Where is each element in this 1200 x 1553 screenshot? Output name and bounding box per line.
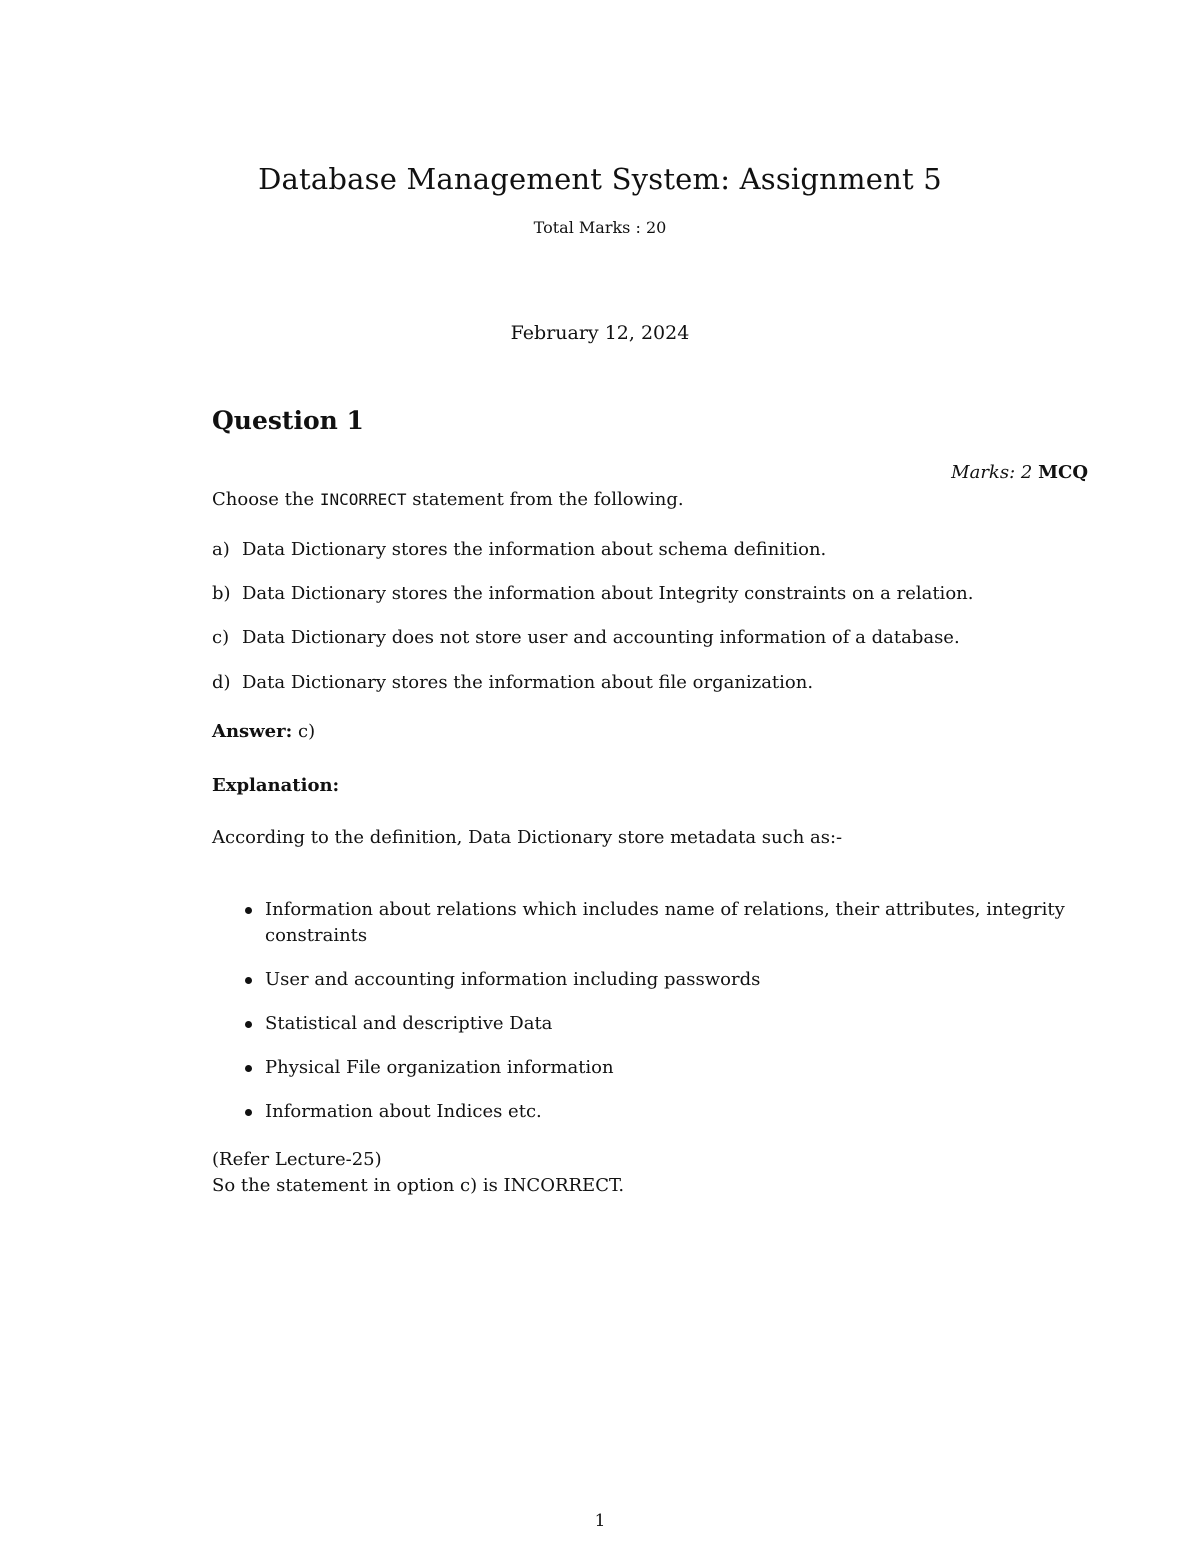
marks-label: Marks: — [951, 462, 1016, 483]
reference-block — [212, 1147, 624, 1199]
list-item — [242, 1055, 1090, 1081]
bullet-text: Physical File organization information — [265, 1057, 614, 1078]
option-text: Data Dictionary does not store user and accounting information of a database. — [242, 627, 960, 648]
explanation-heading-text: Explanation: — [212, 775, 340, 796]
option-d — [212, 672, 813, 693]
document-title: Database Management System: Assignment 5 — [258, 162, 942, 196]
list-item — [242, 967, 1090, 993]
explanation-bullet-list — [242, 897, 1090, 1143]
explanation-heading — [212, 775, 339, 796]
option-letter: a) — [212, 539, 230, 560]
list-item — [242, 897, 1090, 949]
option-b — [212, 583, 973, 604]
bullet-text: Information about Indices etc. — [265, 1101, 542, 1122]
option-letter: d) — [212, 672, 231, 693]
answer-value: c) — [298, 721, 316, 742]
question-prompt — [212, 488, 1088, 511]
reference-line: (Refer Lecture-25) — [212, 1149, 382, 1170]
answer-label: Answer: — [212, 721, 293, 742]
bullet-text: User and accounting information including passwords — [265, 969, 761, 990]
bullet-icon — [245, 1109, 252, 1116]
conclusion-line: So the statement in option c) is INCORRECT. — [212, 1175, 625, 1196]
option-text: Data Dictionary stores the information about Integrity constraints on a relation. — [242, 583, 974, 604]
option-a — [212, 539, 826, 560]
bullet-text: Information about relations which includes name of relations, their attributes, integrity constraints — [265, 899, 1065, 946]
marks-indicator — [951, 462, 1088, 483]
option-letter: b) — [212, 583, 231, 604]
marks-type: MCQ — [1038, 462, 1088, 483]
bullet-icon — [245, 1065, 252, 1072]
bullet-icon — [245, 977, 252, 984]
option-text: Data Dictionary stores the information about schema definition. — [242, 539, 827, 560]
list-item — [242, 1099, 1090, 1125]
total-marks: Total Marks : 20 — [533, 218, 667, 237]
answer-line — [212, 721, 315, 742]
bullet-icon — [245, 1021, 252, 1028]
prompt-before: Choose the — [212, 489, 320, 510]
option-c — [212, 627, 960, 648]
marks-value: 2 — [1020, 462, 1033, 483]
explanation-intro: According to the definition, Data Dictionary store metadata such as:- — [212, 827, 843, 848]
page-number: 1 — [594, 1511, 606, 1531]
bullet-icon — [245, 907, 252, 914]
option-letter: c) — [212, 627, 230, 648]
list-item — [242, 1011, 1090, 1037]
prompt-keyword: INCORRECT — [319, 490, 407, 509]
prompt-after: statement from the following. — [406, 489, 684, 510]
question-heading: Question 1 — [212, 406, 364, 435]
document-date: February 12, 2024 — [510, 322, 690, 344]
bullet-text: Statistical and descriptive Data — [265, 1013, 553, 1034]
option-text: Data Dictionary stores the information about file organization. — [242, 672, 814, 693]
